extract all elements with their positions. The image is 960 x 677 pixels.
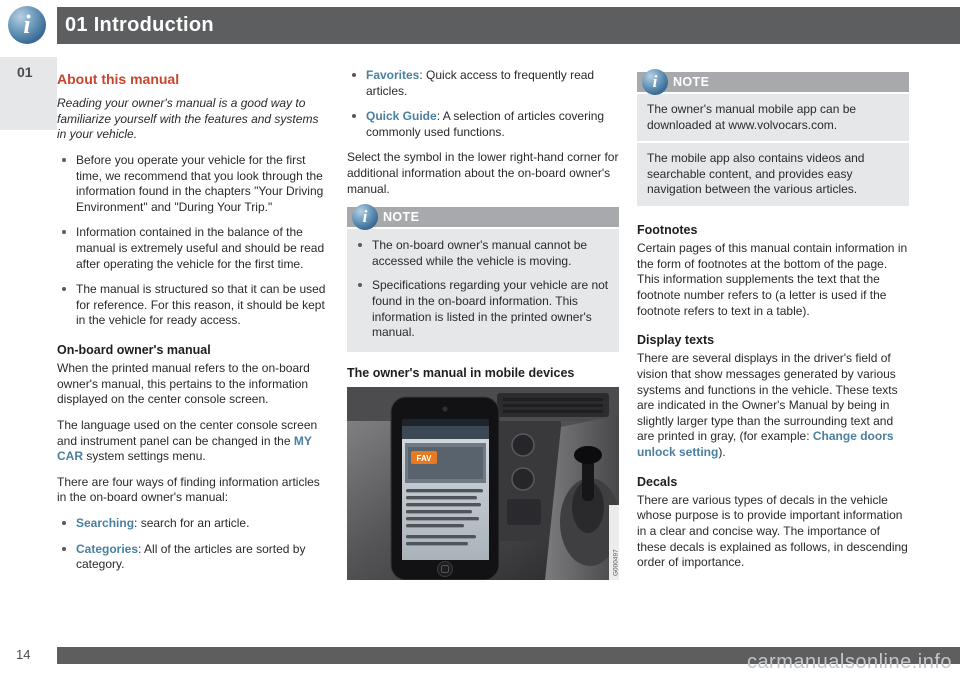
photo-id: G000497 [612, 549, 619, 576]
bullet-text [76, 516, 329, 532]
bullet-text: Before you operate your vehicle for the first time, we recommend that you look through the information found in the chapters "Your Driving Environment" and "During Your Trip." [76, 152, 324, 214]
bullet-item [57, 516, 329, 532]
finding-bullet-list [57, 516, 329, 573]
fav-label: FAV [416, 453, 432, 463]
info-icon: i [642, 69, 668, 95]
note-bullet-list [353, 238, 611, 341]
favorites-link[interactable]: Favorites [366, 68, 420, 82]
mobile-devices-subheading: The owner's manual in mobile devices [347, 365, 575, 380]
paragraph: There are various types of decals in the vehicle whose purpose is to provide important information in a clear and concise way. The importance of these decals is explained as follows, in descending order of importance. [637, 492, 908, 570]
paragraph [637, 351, 909, 460]
display-texts-heading: Display texts [637, 333, 715, 348]
bullet-text: Specifications regarding your vehicle are not found in the on-board information. This information is listed in the printed owner's manual. [372, 278, 609, 340]
bullet-text [366, 68, 619, 99]
text-run: : A selection of articles covering commonly used functions. [366, 109, 605, 139]
categories-link[interactable]: Categories [76, 541, 139, 556]
change-doors-unlock-setting-link[interactable]: Change doors unlock setting [637, 429, 894, 459]
bullet-item [57, 282, 329, 329]
column-middle [347, 68, 619, 583]
bullet-dot [62, 521, 66, 525]
finding-bullet-list-cont [347, 68, 619, 140]
note-paragraph: The mobile app also contains videos and searchable content, and provides easy navigation between the various articles. [637, 143, 909, 206]
info-icon: i [352, 204, 378, 230]
dashboard-vent-icon [497, 393, 609, 417]
note-box [637, 72, 909, 206]
bullet-dot [62, 287, 66, 291]
text-run: system settings menu. [83, 449, 206, 464]
bullet-text [76, 542, 329, 573]
onboard-manual-subheading: On-board owner's manual [57, 342, 211, 357]
bullet-item [353, 278, 611, 340]
bullet-item [347, 109, 619, 140]
paragraph: When the printed manual refers to the on-board owner's manual, this pertains to the information displayed on the center console screen. [57, 361, 310, 407]
photo-illustration [347, 387, 619, 580]
bullet-dot [352, 114, 356, 118]
home-button-icon [438, 561, 453, 576]
bullet-dot [358, 243, 362, 247]
bullet-text [366, 109, 619, 140]
intro-text: Reading your owner's manual is a good way to familiarize yourself with the features and systems in your vehicle. [57, 96, 319, 142]
my-car-link[interactable]: MY CAR [57, 433, 312, 464]
paragraph: Select the symbol in the lower right-hand corner for additional information about the on-board owner's manual. [347, 150, 619, 196]
quick-guide-link[interactable]: Quick Guide [366, 109, 437, 124]
page-content [57, 68, 909, 583]
note-paragraph: The owner's manual mobile app can be downloaded at www.volvocars.com. [637, 94, 909, 141]
bullet-text: The on-board owner's manual cannot be accessed while the vehicle is moving. [372, 238, 588, 268]
bullet-text: The manual is structured so that it can be used for reference. For this reason, it should be kept in the vehicle for ready access. [76, 282, 326, 328]
note-header: NOTE [637, 72, 909, 92]
smartphone [391, 397, 499, 580]
page-number: 14 [16, 647, 31, 662]
bullet-dot [62, 230, 66, 234]
text-run: The language used on the center console screen and instrument panel can be changed in the [57, 417, 318, 448]
text-run: : Quick access to frequently read articles. [366, 68, 595, 98]
chapter-number: 01 [17, 64, 33, 80]
text-run: : search for an article. [134, 515, 250, 530]
chapter-side-tab [0, 57, 57, 130]
chapter-title: 01 Introduction [65, 14, 214, 36]
bullet-item [347, 68, 619, 99]
column-left [57, 68, 329, 583]
searching-link[interactable]: Searching [76, 515, 135, 530]
screen-text-lines [406, 489, 483, 545]
bullet-dot [62, 158, 66, 162]
note-box [347, 207, 619, 352]
info-icon: i [8, 6, 46, 44]
bullet-text: Information contained in the balance of the manual is extremely useful and should be read after operating the vehicle for the first time. [76, 225, 325, 271]
paragraph: Certain pages of this manual contain information in the form of footnotes at the bottom of the page. This information supplements the text that the footnote number refers to (a letter is used if the footnote refers to text in a table). [637, 241, 908, 318]
mobile-devices-photo [347, 387, 619, 580]
decals-heading: Decals [637, 474, 678, 489]
text-run: : All of the articles are sorted by category. [76, 541, 306, 572]
about-heading: About this manual [57, 71, 180, 87]
text-run: There are several displays in the driver's field of vision that show messages generated by various systems and functions in the vehicle. These texts are indicated in the Owner's Manual by being in slightly larger type than the surrounding text and are printed in gray, (for example: [637, 351, 898, 444]
paragraph: There are four ways of finding information articles in the on-board owner's manual: [57, 474, 320, 505]
footnotes-heading: Footnotes [637, 222, 698, 237]
about-bullet-list [57, 153, 329, 329]
bullet-item [57, 225, 329, 272]
bullet-item [57, 542, 329, 573]
bullet-item [353, 238, 611, 269]
note-header: NOTE [347, 207, 619, 227]
watermark: carmanualsonline.info [746, 651, 952, 673]
bullet-dot [62, 547, 66, 551]
note-body [637, 94, 909, 206]
bullet-item [57, 153, 329, 215]
text-run: ). [718, 445, 726, 459]
bullet-dot [358, 283, 362, 287]
note-body [347, 229, 619, 352]
chapter-header [57, 7, 960, 44]
paragraph [57, 418, 329, 465]
column-right [637, 68, 909, 583]
bullet-dot [352, 73, 356, 77]
